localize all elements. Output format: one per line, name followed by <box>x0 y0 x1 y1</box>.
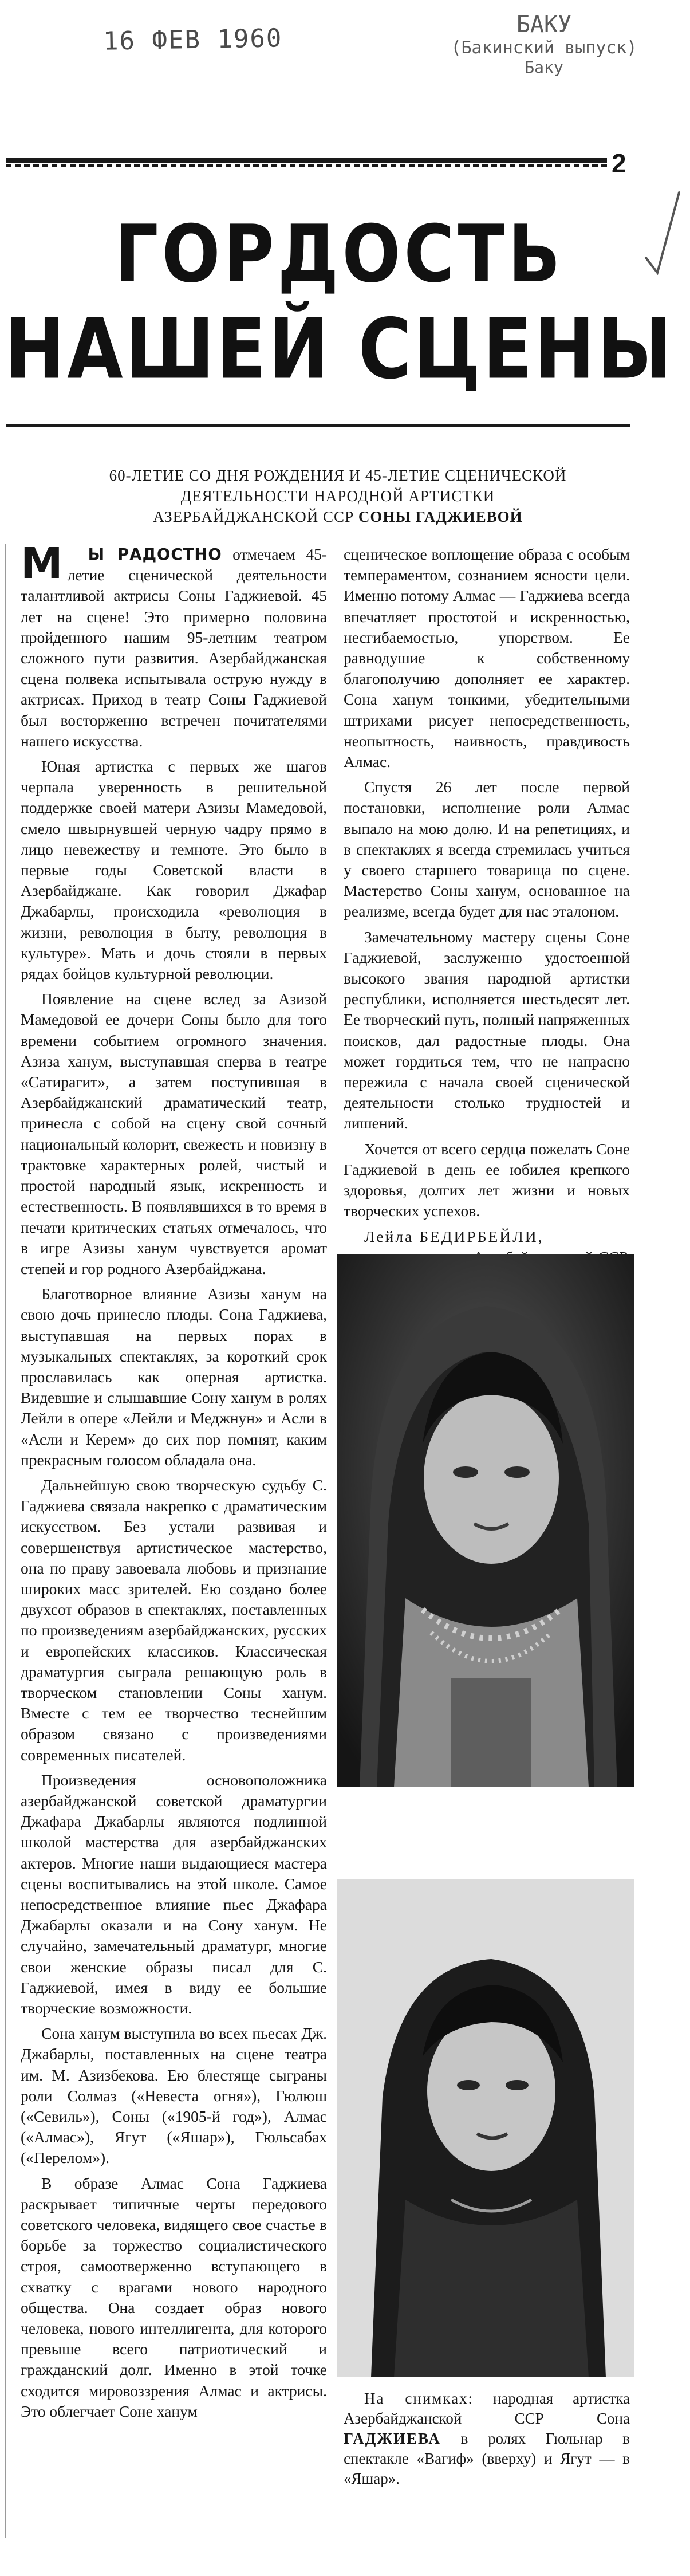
paragraph-12: Хочется от всего сердца пожелать Соне Гаджиевой в день ее юбилея крепкого здоровья, долгих лет жизни и новых творческих успехов. <box>344 1139 630 1220</box>
headline <box>0 209 679 401</box>
photo-gulnar-role <box>337 1254 634 1787</box>
photo-caption <box>344 2389 630 2489</box>
paragraph-6: Произведения основоположника азербайджанской советской драматургии Джафара Джабарлы являются подлинной школой мастерства для азербайджанских актеров. Многие наши выдающиеся мастера сцены воспитывались на этой школе. Самое непосредственное влияние пьес Джафара Джабарлы оказали и на Сону ханум. Не случайно, замечательный драматург, многие свои женские образы писал для С. Гаджиевой, имея в виду ее большие творческие возможности. <box>21 1771 327 2017</box>
archive-date-stamp: 16 ФЕВ 1960 <box>102 23 283 56</box>
paragraph-3: Появление на сцене вслед за Азизой Мамедовой ее дочери Соны было для того времени событием огромного значения. Азиза ханум, выступавшая сперва в театре «Сатирагит», а затем поступившая в Азербайджанский драматический театр, принесла с собой на сцену свой сочный национальный колорит, свежесть и новизну в трактовке характерных ролей, чистый и простой народный язык, искренность и естественность. В появлявшихся в то время в печати критических статьях отмечалось, что в игре Азизы ханум чувствуется аромат степей и гор родного Азербайджана. <box>21 990 327 1277</box>
subheadline-line-1: 60-ЛЕТИЕ СО ДНЯ РОЖДЕНИЯ И 45-ЛЕТИЕ СЦЕНИЧЕСКОЙ <box>109 467 567 484</box>
top-rule <box>6 158 607 163</box>
stamp-paper: (Бакинский выпуск) <box>451 38 637 58</box>
photo-yagut-role <box>337 1879 634 2377</box>
paragraph-1 <box>21 539 327 752</box>
paragraph-10: Спустя 26 лет после первой постановки, исполнение роли Алмас выпало на мою долю. И на репетициях, и в спектаклях я всегда стремилась учиться у своего старшего товарища по сцене. Мастерство Соны ханум, основанное на реализме, всегда будет для нас эталоном. <box>344 778 630 921</box>
paragraph-11: Замечательному мастеру сцены Соне Гаджиевой, заслуженно удостоенной высокого звания народной артистки республики, исполняется шестьдесят лет. Ее творческий путь, полный напряженных поисков, дал радостные плоды. Она может гордиться тем, что не напрасно пережила с начала своей сценической деятельности столько трудностей и лишений. <box>344 927 630 1132</box>
paragraph-4: Благотворное влияние Азизы ханум на свою дочь принесло плоды. Сона Гаджиева, выступавшая на первых порах в музыкальных спектаклях, за короткий срок прославилась как оперная артистка. Видевшие и слышавшие Сону ханум в ролях Лейли в опере «Лейли и Меджнун» и Асли в «Асли и Керем» до сих пор помнят, каким прекрасным голосом обладала она. <box>21 1285 327 1469</box>
paragraph-8: В образе Алмас Сона Гаджиева раскрывает типичные черты передового советского человека, видящего свое счастье в борьбе за торжество социалистического строя, самоотверженно вступающего в схватку с врагами нового народного общества. Она создает образ нового человека, нового интеллигента, для которого превыше всего патриотический и гражданский долг. Именно в этой точке сходится мировоззрения Алмас и актрисы. Это облегчает Соне ханум <box>21 2174 327 2420</box>
lead-phrase: Ы РАДОСТНО <box>88 545 222 564</box>
author-name: Лейла БЕДИРБЕЙЛИ, <box>364 1227 544 1245</box>
paragraph-1-text: отмечаем 45-летие сценической деятельности талантливой актрисы Соны Гаджиевой. 45 лет на сцене! Это примерно половина пройденного нашим 95-летним театром сложного пути развития. Азербайджанская сцена полвека испытывала острую нужду в актрисах. Приход в театр Соны Гаджиевой был восторженно встречен почитателями нашего искусства. <box>21 545 327 750</box>
paragraph-5: Дальнейшую свою творческую судьбу С. Гаджиева связала накрепко с драматическим искусством. Без устали развивая и совершенствуя артистическое мастерство, она по праву завоевала любовь и признание широких масс зрителей. Ею создано более двухсот образов в спектаклях, поставленных по произведениям азербайджанских, русских и европейских классиков. Классическая драматургия сыграла решающую роль в творческом становлении Соны ханум. Вместе с тем ее творчество теснейшим образом связано с произведениями современных писателей. <box>21 1476 327 1764</box>
headline-rule <box>6 424 630 427</box>
drop-cap: М <box>21 539 63 588</box>
subheadline-honoree-name: СОНЫ ГАДЖИЕВОЙ <box>358 508 523 525</box>
caption-name: ГАДЖИЕВА <box>344 2430 441 2447</box>
caption-text-1: народная артистка Азербайджанской ССР Сона <box>344 2390 630 2427</box>
subheadline-line-3-text: АЗЕРБАЙДЖАНСКОЙ ССР <box>153 508 358 525</box>
portrait-photo-2 <box>337 1879 634 2377</box>
headline-line-2: НАШЕЙ СЦЕНЫ <box>4 300 675 398</box>
article-column-left <box>21 539 327 2426</box>
page-number: 2 <box>612 148 626 178</box>
paragraph-2: Юная артистка с первых же шагов черпала уверенность в решительной поддержке своей матери Азизы Мамедовой, смело швырнувшей черную чадру прямо в лицо невежеству и темноте. Это было в первые годы Советской власти в Азербайджане. Как говорил Джафар Джабарлы, происходила «революция в жизни, революция в быту, революция в культуре». Мать и дочь стояли в первых рядах бойцов культурной революции. <box>21 757 327 983</box>
headline-line-1: ГОРДОСТЬ <box>115 209 564 301</box>
portrait-photo-1 <box>337 1254 634 1787</box>
caption-text-2: в ролях Гюльнар в спектакле «Вагиф» (вверху) и Ягут — в «Яшар». <box>344 2430 630 2487</box>
paragraph-7: Сона ханум выступила во всех пьесах Дж. Джабарлы, поставленных на сцене театра им. М. Азизбекова. Ею блестяще сыграны роли Солмаз («Невеста огня»), Гюлюш («Севиль»), Соны («1905-й год»), Алмас («Алмас»), Ягут («Яшар»), Гюльсабах («Перелом»). <box>21 2024 327 2167</box>
clipping-edge <box>5 544 6 2538</box>
subheadline <box>63 465 613 527</box>
stamp-city: БАКУ <box>516 11 572 38</box>
article-column-right <box>344 544 630 1293</box>
paragraph-9: сценическое воплощение образа с особым темпераментом, сознанием ясности цели. Именно потому Алмас — Гаджиева всегда впечатляет простотой и искренностью, несгибаемостью, упорством. Ее равнодушие к собственному благополучию дополняет ее характер. Сона ханум тонкими, убедительными штрихами рисует непосредственность, неопытность, наивность, правдивость Алмас. <box>344 545 630 771</box>
top-rule-decoration <box>6 164 607 167</box>
caption-lead: На снимках: <box>364 2390 474 2407</box>
subheadline-line-2: ДЕЯТЕЛЬНОСТИ НАРОДНОЙ АРТИСТКИ <box>180 487 495 505</box>
subheadline-line-3 <box>63 506 613 527</box>
stamp-sub: Баку <box>525 58 563 77</box>
archive-source-stamp <box>424 11 664 77</box>
